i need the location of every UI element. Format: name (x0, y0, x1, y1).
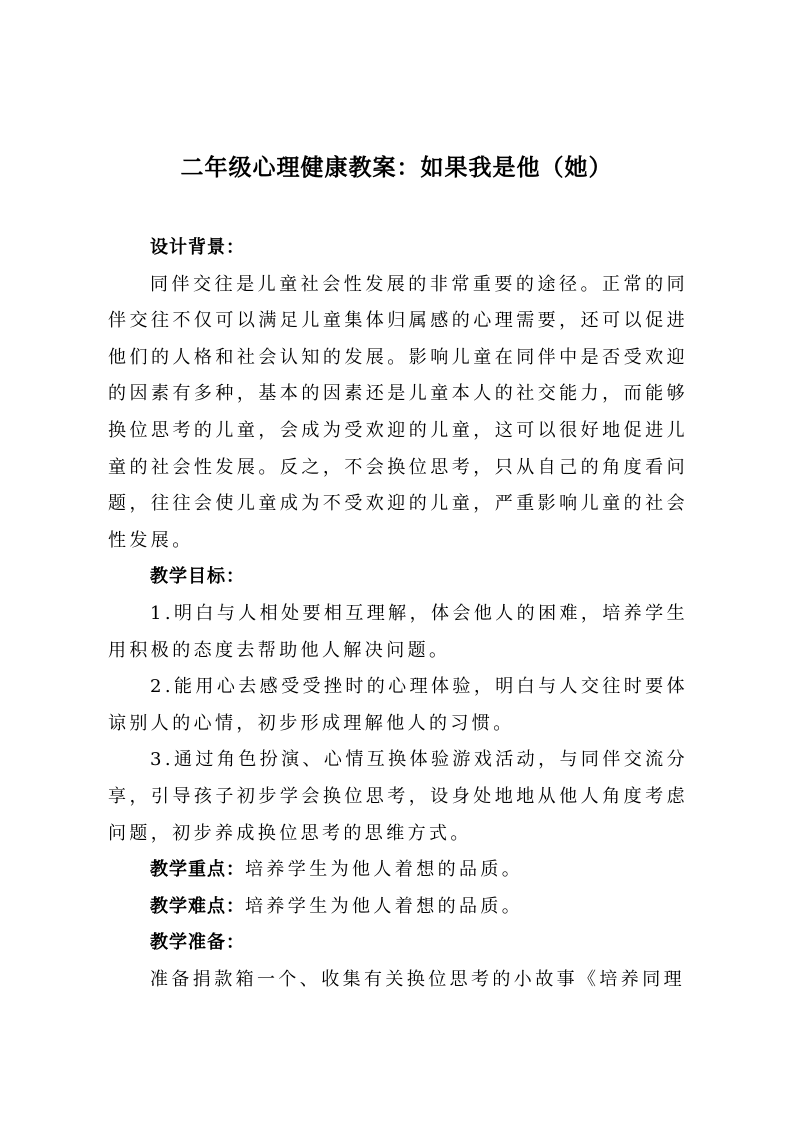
document-body (108, 230, 688, 998)
difficulty-line (108, 889, 688, 926)
objective-item-1: 1.明白与人相处要相互理解，体会他人的困难，培养学生用积极的态度去帮助他人解决问题。 (108, 602, 688, 661)
key-point-line (108, 852, 688, 889)
document-title: 二年级心理健康教案：如果我是他（她） (180, 155, 613, 181)
background-paragraph: 同伴交往是儿童社会性发展的非常重要的途径。正常的同伴交往不仅可以满足儿童集体归属感的心理需要，还可以促进他们的人格和社会认知的发展。影响儿童在同伴中是否受欢迎的因素有多种，基本的因素还是儿童本人的社交能力，而能够换位思考的儿童，会成为受欢迎的儿童，这可以很好地促进儿童的社会性发展。反之，不会换位思考，只从自己的角度看问题，往往会使儿童成为不受欢迎的儿童，严重影响儿童的社会性发展。 (108, 273, 688, 551)
difficulty-text: 培养学生为他人着想的品质。 (245, 895, 524, 917)
preparation-heading: 教学准备： (150, 932, 245, 954)
objectives-heading: 教学目标： (150, 566, 245, 588)
difficulty-label: 教学难点 (150, 895, 226, 917)
key-point-text: 培养学生为他人着想的品质。 (245, 859, 524, 881)
preparation-paragraph: 准备捐款箱一个、收集有关换位思考的小故事《培养同理 (150, 968, 685, 990)
key-point-label: 教学重点 (150, 859, 226, 881)
objective-item-3: 3.通过角色扮演、心情互换体验游戏活动，与同伴交流分享，引导孩子初步学会换位思考，设身处地地从他人角度考虑问题，初步养成换位思考的思维方式。 (108, 749, 688, 844)
background-heading: 设计背景： (150, 237, 245, 258)
objective-item-2: 2.能用心去感受受挫时的心理体验，明白与人交往时要体谅别人的心情，初步形成理解他人的习惯。 (108, 676, 688, 734)
difficulty-colon: ： (226, 895, 245, 917)
key-point-colon: ： (226, 859, 245, 881)
